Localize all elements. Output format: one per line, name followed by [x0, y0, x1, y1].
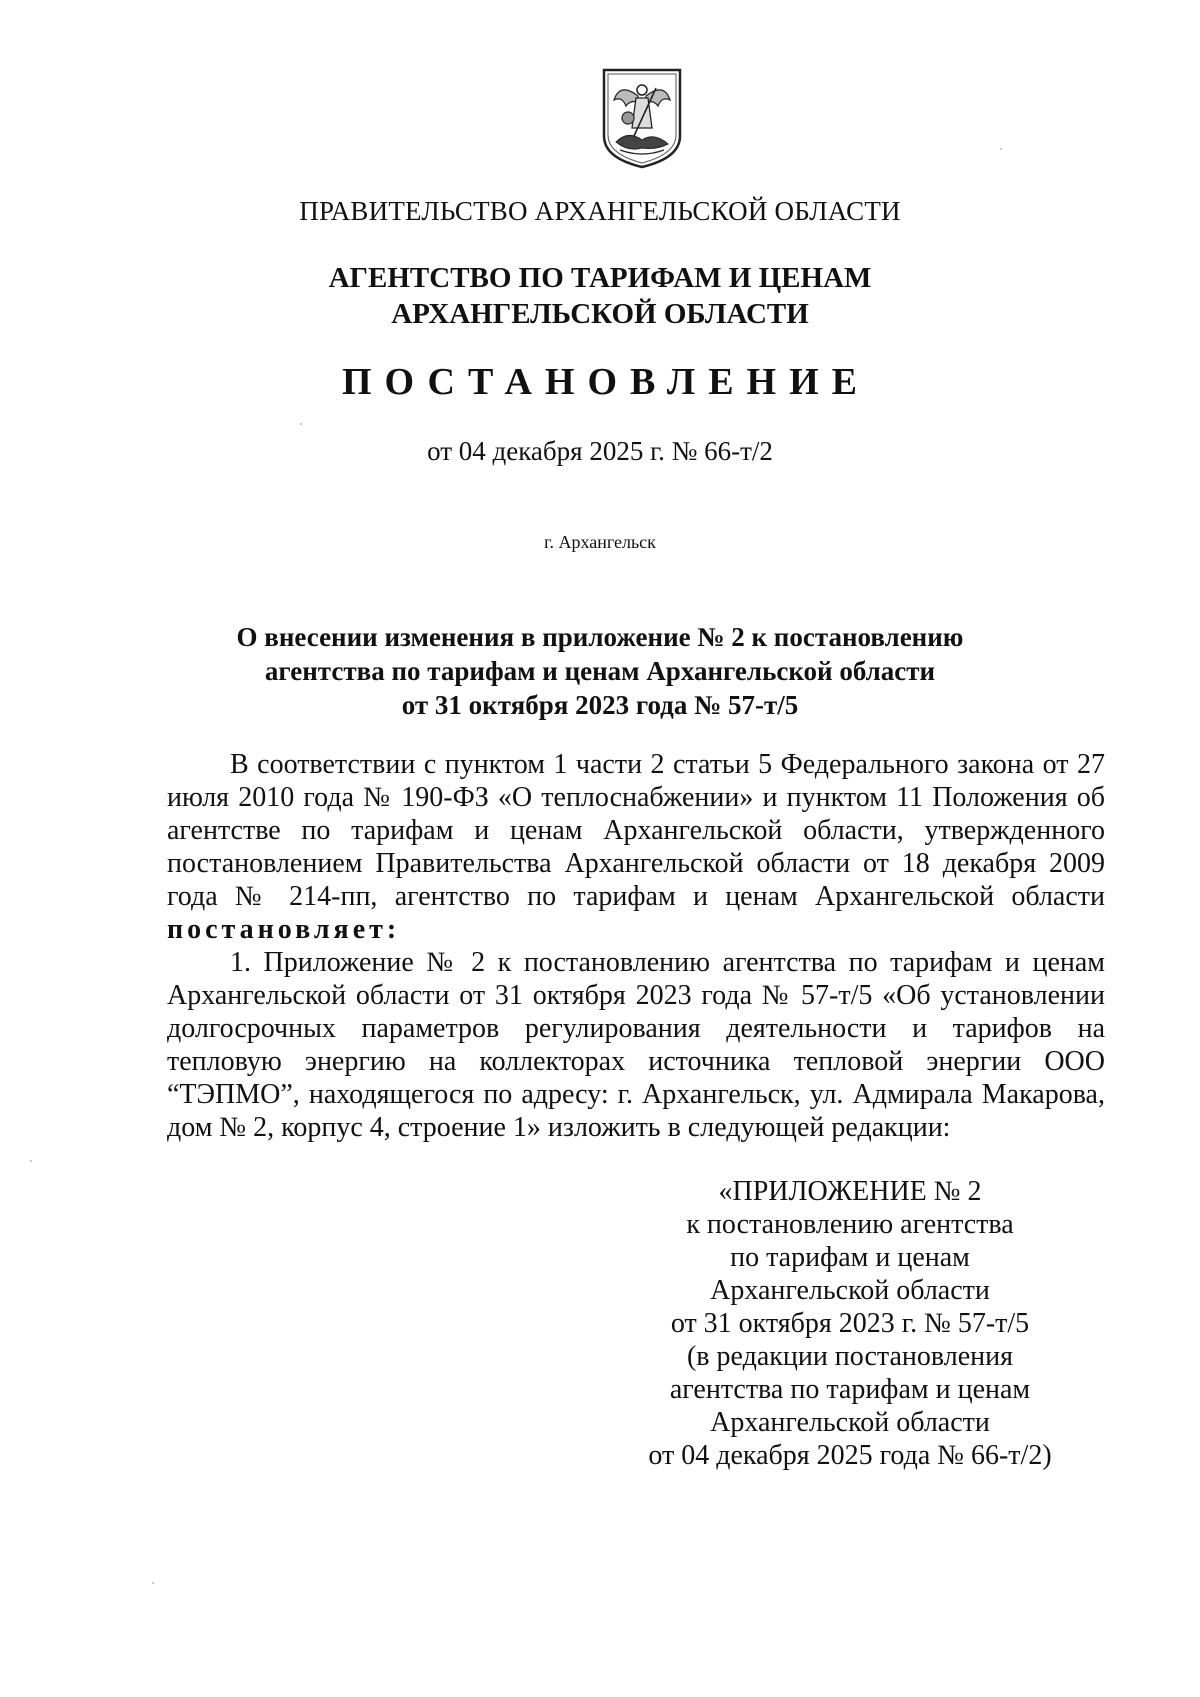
document-date-number: от 04 декабря 2025 г. № 66-т/2 — [427, 436, 773, 466]
subject-line2: агентства по тарифам и ценам Архангельской области — [264, 656, 936, 686]
annex-line: (в редакции постановления — [686, 1341, 1014, 1372]
document-subject — [0, 620, 1200, 722]
annex-line: «ПРИЛОЖЕНИЕ № 2 — [718, 1176, 982, 1207]
scan-speck — [1000, 148, 1002, 150]
annex-line: по тарифам и ценам — [730, 1242, 970, 1273]
scan-speck — [300, 423, 302, 425]
agency-name — [0, 260, 1200, 332]
preamble-paragraph — [167, 748, 1105, 946]
annex-line: агентства по тарифам и ценам — [669, 1374, 1031, 1405]
government-name: ПРАВИТЕЛЬСТВО АРХАНГЕЛЬСКОЙ ОБЛАСТИ — [299, 196, 901, 226]
annex-block — [630, 1175, 1070, 1472]
annex-line: к постановлению агентства — [686, 1209, 1014, 1240]
preamble-text: В соответствии с пунктом 1 части 2 статьи 5 Федерального закона от 27 июля 2010 года № 190-ФЗ «О теплоснабжении» и пунктом 11 Положения об агентстве по тарифам и ценам Архангельской области, утвержденного постановлением Правительства Архангельской области от 18 декабря 2009 года № 214-пп, агентство по тарифам и ценам Архангельской области — [167, 749, 1105, 912]
annex-line: Архангельской области — [710, 1275, 990, 1306]
annex-line: от 04 декабря 2025 года № 66-т/2) — [648, 1440, 1052, 1471]
subject-line1: О внесении изменения в приложение № 2 к постановлению — [236, 622, 964, 652]
agency-name-line2: АРХАНГЕЛЬСКОЙ ОБЛАСТИ — [391, 298, 809, 330]
clause-1-paragraph — [167, 946, 1105, 1144]
scan-speck — [30, 1160, 32, 1162]
annex-line: Архангельской области — [710, 1407, 990, 1438]
clause-1-text: 1. Приложение № 2 к постановлению агентства по тарифам и ценам Архангельской области от 31 октября 2023 года № 57-т/5 «Об установлении долгосрочных параметров регулирования деятельности и тарифов на тепловую энергию на коллекторах источника тепловой энергии ООО “ТЭПМО”, находящегося по адресу: г. Архангельск, ул. Адмирала Макарова, дом № 2, корпус 4, строение 1» изложить в следующей редакции: — [167, 947, 1105, 1143]
agency-name-line1: АГЕНТСТВО ПО ТАРИФАМ И ЦЕНАМ — [328, 262, 872, 294]
subject-line3: от 31 октября 2023 года № 57-т/5 — [401, 690, 799, 720]
scan-speck — [152, 1582, 154, 1584]
document-type: ПОСТАНОВЛЕНИЕ — [341, 361, 871, 403]
document-city: г. Архангельск — [544, 532, 656, 552]
resolves-colon: : — [386, 914, 401, 945]
annex-line: от 31 октября 2023 г. № 57-т/5 — [670, 1308, 1030, 1339]
coat-of-arms-icon — [598, 66, 686, 170]
resolves-word: постановляет — [167, 914, 387, 945]
